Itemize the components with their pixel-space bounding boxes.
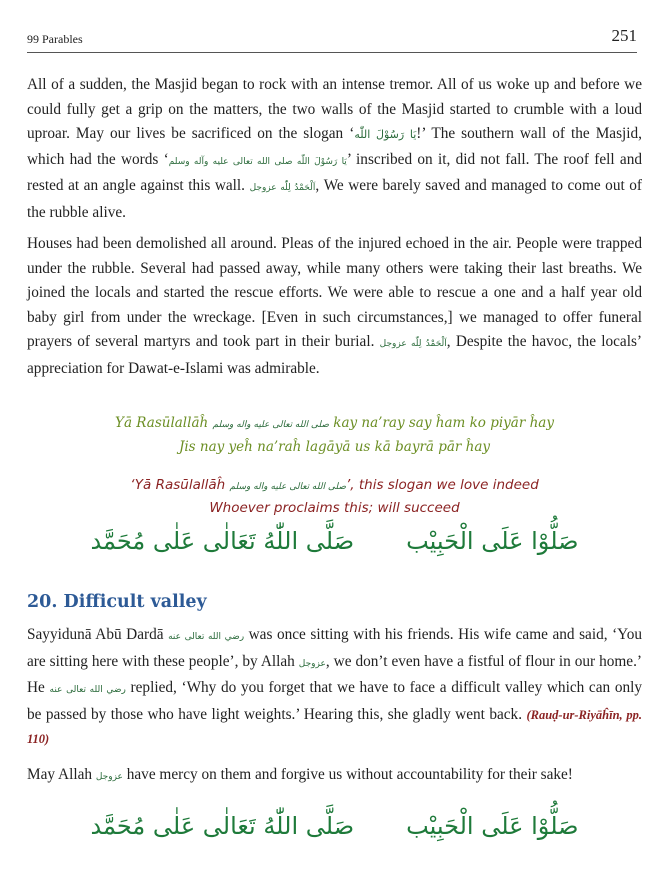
arabic-inline-text: صلى الله تعالى عليه واله وسلم (229, 482, 346, 492)
text-run: ’ inscribed on it, did not fall. The roof fell and rested at an angle against this wall. (27, 150, 642, 194)
poem-text: ‘Yā Rasūlallāĥ (130, 477, 226, 493)
text-run: Sayyidunā Abū Dardā (27, 626, 164, 643)
text-run: replied, ‘Why do you forget that we have to face a difficult valley which can only be passed by those who have light weights.’ Hearing this, she gladly went back. (27, 679, 643, 723)
poem-text: kay na’ray say ĥam ko piyār ĥay (333, 415, 554, 431)
text-run: May Allah (27, 766, 93, 783)
poem-line-2: Jis nay yeĥ na’raĥ lagāyā us kā bayrā pār ĥay (178, 439, 491, 455)
arabic-inline-text: رضي الله تعالى عنه (168, 632, 245, 642)
text-run: , We were barely saved and managed to come out of the rubble alive. (27, 177, 643, 221)
arabic-inline-text: عزوجل (298, 658, 326, 669)
arabic-inline-text: يَا رَسُوْلَ اللّٰه صلى الله تعالى عليه وآله وسلم (168, 156, 347, 167)
arabic-inline-text: صلى الله تعالى عليه واله وسلم (212, 420, 329, 430)
arabic-inline-text: عزوجل (95, 772, 123, 782)
arabic-inline-text: يَا رَسُوْلَ اللّٰه (354, 128, 417, 141)
arabic-inline-text: اَلْحَمْدُ لِلّٰه عزوجل (379, 339, 447, 349)
durood-left: صَلُّوْا عَلَى الْحَبِيْب (406, 527, 579, 555)
text-run: , Despite the havoc, the locals’ appreciation for Dawat-e-Islami was admirable. (27, 333, 643, 377)
paragraph-rescue (27, 232, 642, 381)
poem-text: ’, this slogan we love indeed (345, 477, 539, 493)
durood-block (27, 812, 642, 840)
section-heading: 20. Difficult valley (27, 592, 207, 612)
durood-block (27, 527, 642, 555)
arabic-inline-text: رضي الله تعالى عنه (49, 685, 126, 695)
text-run: have mercy on them and forgive us without accountability for their sake! (122, 766, 573, 783)
text-run: !’ The southern wall of the Masjid, which had the words ‘ (27, 125, 643, 168)
paragraph-abu-darda (27, 623, 642, 752)
paragraph-earthquake (27, 73, 642, 225)
text-run: All of a sudden, the Masjid began to rock with an intense tremor. All of us woke up and before we could fully get a grip on the matters, the two walls of the Masjid started to crumble with a loud uproar. May our lives be sacrificed on the slogan ‘ (27, 76, 642, 142)
poem-line-1 (27, 412, 642, 436)
text-run: was once sitting with his friends. His wife came and said, ‘You are sitting here with these people’, by Allah (27, 626, 642, 670)
text-run: Houses had been demolished all around. Pleas of the injured echoed in the air. People were trapped under the rubble. Several had passed away, while many others were taking their last breaths. We joined the locals and started the rescue efforts. We were able to rescue a one and a half year old baby girl from under the wreckage. [Even in such circumstances,] we managed to offer funeral prayers of several martyrs and took part in their burial. (27, 235, 642, 350)
durood-right: صَلَّى اللّٰهُ تَعَالٰى عَلٰى مُحَمَّد (90, 812, 355, 840)
poem-line-4: Whoever proclaims this; will succeed (209, 500, 460, 516)
paragraph-prayer (27, 763, 642, 790)
durood-right: صَلَّى اللّٰهُ تَعَالٰى عَلٰى مُحَمَّد (90, 527, 355, 555)
reference-citation: (Rauḍ-ur-Riyāĥīn, pp. 110) (27, 707, 642, 746)
book-title: 99 Parables (27, 32, 83, 46)
text-run: , we don’t even have a fistful of flour in our home.’ He (27, 652, 642, 696)
poem-text: Yā Rasūlallāĥ (115, 415, 209, 431)
page-header (27, 26, 637, 53)
arabic-inline-text: اَلْحَمْدُ لِلّٰه عزوجل (249, 183, 316, 193)
durood-left: صَلُّوْا عَلَى الْحَبِيْب (406, 812, 579, 840)
poem-line-3 (27, 474, 642, 498)
page-number: 251 (611, 26, 637, 45)
